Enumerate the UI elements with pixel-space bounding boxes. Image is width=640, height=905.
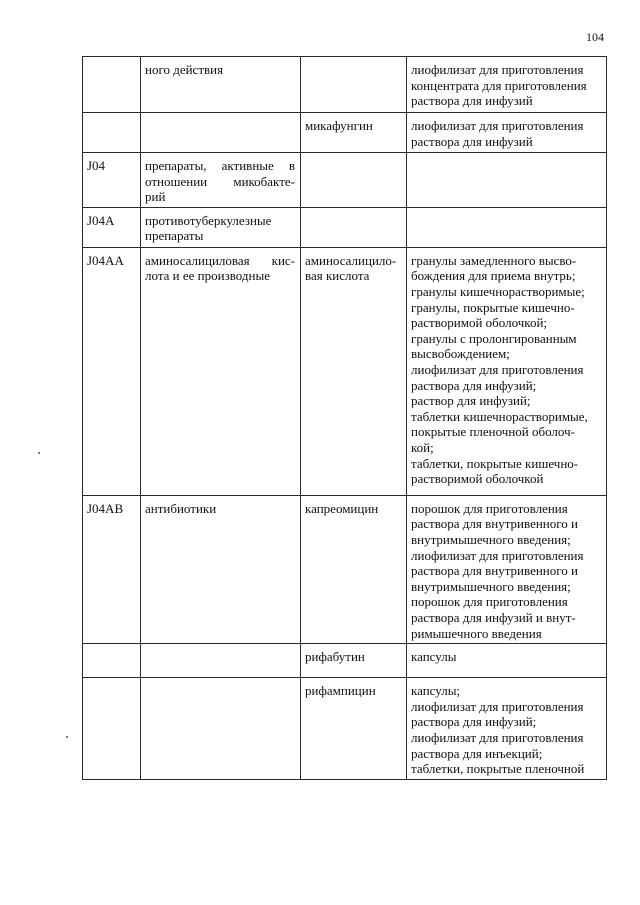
group-name-line: лота и ее производные [145, 268, 270, 284]
dosage-form-cell [407, 207, 607, 247]
inn-line: капреомицин [305, 500, 379, 516]
dosage-form-cell [407, 247, 607, 495]
atc-code-cell [83, 153, 141, 208]
group-name-cell [141, 495, 301, 643]
atc-code-cell [83, 207, 141, 247]
dosage-form-line: раствора для инъекций; [411, 745, 543, 761]
inn-cell [301, 644, 407, 678]
drug-table [82, 56, 607, 780]
dosage-form-line: гранулы с пролонгированным [411, 330, 577, 346]
dosage-form-line: гранулы, покрытые кишечно- [411, 299, 575, 315]
group-name-cell [141, 153, 301, 208]
dosage-form-line: раствора для внутривенного и [411, 563, 578, 579]
table-row [83, 207, 607, 247]
dosage-form-cell [407, 57, 607, 113]
dosage-form-line: раствор для инфузий; [411, 393, 531, 409]
dosage-form-cell [407, 495, 607, 643]
group-name-line: противотуберкулезные [145, 212, 272, 228]
group-name-line: отношении микобакте- [145, 173, 295, 189]
inn-cell [301, 57, 407, 113]
group-name-cell [141, 247, 301, 495]
scan-speck [38, 452, 40, 454]
inn-cell [301, 207, 407, 247]
atc-code-cell [83, 247, 141, 495]
dosage-form-line: раствора для инфузий и внут- [411, 609, 576, 625]
group-name-line: аминосалициловая кис- [145, 252, 295, 268]
inn-cell [301, 153, 407, 208]
dosage-form-line: гранулы кишечнорастворимые; [411, 283, 585, 299]
group-name-line: препараты, активные в [145, 158, 295, 173]
dosage-form-line: лиофилизат для приготовления [411, 361, 584, 377]
group-name-line: антибиотики [145, 500, 217, 516]
dosage-form-line: раствора для инфузий [411, 93, 533, 109]
inn-line: микафунгин [305, 118, 373, 133]
dosage-form-line: лиофилизат для приготовления [411, 62, 584, 77]
group-name-line: препараты [145, 228, 204, 244]
group-name-line: рий [145, 189, 166, 205]
group-name-cell [141, 207, 301, 247]
dosage-form-cell [407, 153, 607, 208]
table-row [83, 644, 607, 678]
dosage-form-line: капсулы [411, 649, 457, 665]
scan-speck [66, 736, 68, 738]
dosage-form-cell [407, 678, 607, 780]
dosage-form-line: внутримышечного введения; [411, 578, 571, 594]
dosage-form-line: высвобождением; [411, 346, 510, 362]
group-name-line: ного действия [145, 62, 224, 77]
dosage-form-line: концентрата для приготовления [411, 77, 587, 93]
dosage-form-line: лиофилизат для приготовления [411, 547, 584, 563]
dosage-form-line: покрытые пленочной оболоч- [411, 424, 575, 440]
dosage-form-line: бождения для приема внутрь; [411, 268, 576, 284]
atc-code-cell [83, 678, 141, 780]
dosage-form-line: порошок для приготовления [411, 500, 568, 516]
dosage-form-line: раствора для внутривенного и [411, 516, 578, 532]
group-name-cell [141, 644, 301, 678]
dosage-form-line: таблетки, покрытые кишечно- [411, 455, 579, 471]
dosage-form-line: растворимой оболочкой [411, 471, 544, 487]
dosage-form-line: раствора для инфузий [411, 133, 533, 149]
inn-cell [301, 495, 407, 643]
inn-line: вая кислота [305, 268, 370, 284]
dosage-form-line: гранулы замедленного высво- [411, 252, 577, 268]
inn-cell [301, 678, 407, 780]
group-name-cell [141, 57, 301, 113]
dosage-form-line: растворимой оболочкой; [411, 315, 548, 331]
dosage-form-line: капсулы; [411, 683, 461, 699]
dosage-form-cell [407, 113, 607, 153]
table-row [83, 495, 607, 643]
atc-code-cell [83, 644, 141, 678]
inn-line: рифабутин [305, 649, 365, 665]
atc-code-cell [83, 495, 141, 643]
atc-code-text: J04 [87, 158, 106, 173]
dosage-form-line: таблетки, покрытые пленочной [411, 761, 585, 777]
dosage-form-line: лиофилизат для приготовления [411, 729, 584, 745]
table-row [83, 113, 607, 153]
table-row [83, 247, 607, 495]
inn-line: аминосалицило- [305, 252, 397, 268]
dosage-form-cell [407, 644, 607, 678]
atc-code-text: J04AA [87, 252, 124, 268]
dosage-form-line: таблетки кишечнорастворимые, [411, 408, 588, 424]
dosage-form-line: раствора для инфузий; [411, 714, 537, 730]
dosage-form-line: римышечного введения [411, 625, 542, 641]
group-name-cell [141, 678, 301, 780]
table-body [83, 57, 607, 780]
inn-cell [301, 247, 407, 495]
table-row [83, 678, 607, 780]
atc-code-cell [83, 57, 141, 113]
atc-code-text: J04AB [87, 500, 124, 516]
dosage-form-line: раствора для инфузий; [411, 377, 537, 393]
atc-code-cell [83, 113, 141, 153]
dosage-form-line: лиофилизат для приготовления [411, 118, 584, 133]
inn-cell [301, 113, 407, 153]
dosage-form-line: внутримышечного введения; [411, 531, 571, 547]
inn-line: рифампицин [305, 683, 376, 699]
dosage-form-line: лиофилизат для приготовления [411, 698, 584, 714]
table-row [83, 57, 607, 113]
page-number: 104 [586, 30, 604, 44]
atc-code-text: J04A [87, 212, 115, 228]
group-name-cell [141, 113, 301, 153]
dosage-form-line: порошок для приготовления [411, 594, 568, 610]
dosage-form-line: кой; [411, 439, 434, 455]
table-row [83, 153, 607, 208]
